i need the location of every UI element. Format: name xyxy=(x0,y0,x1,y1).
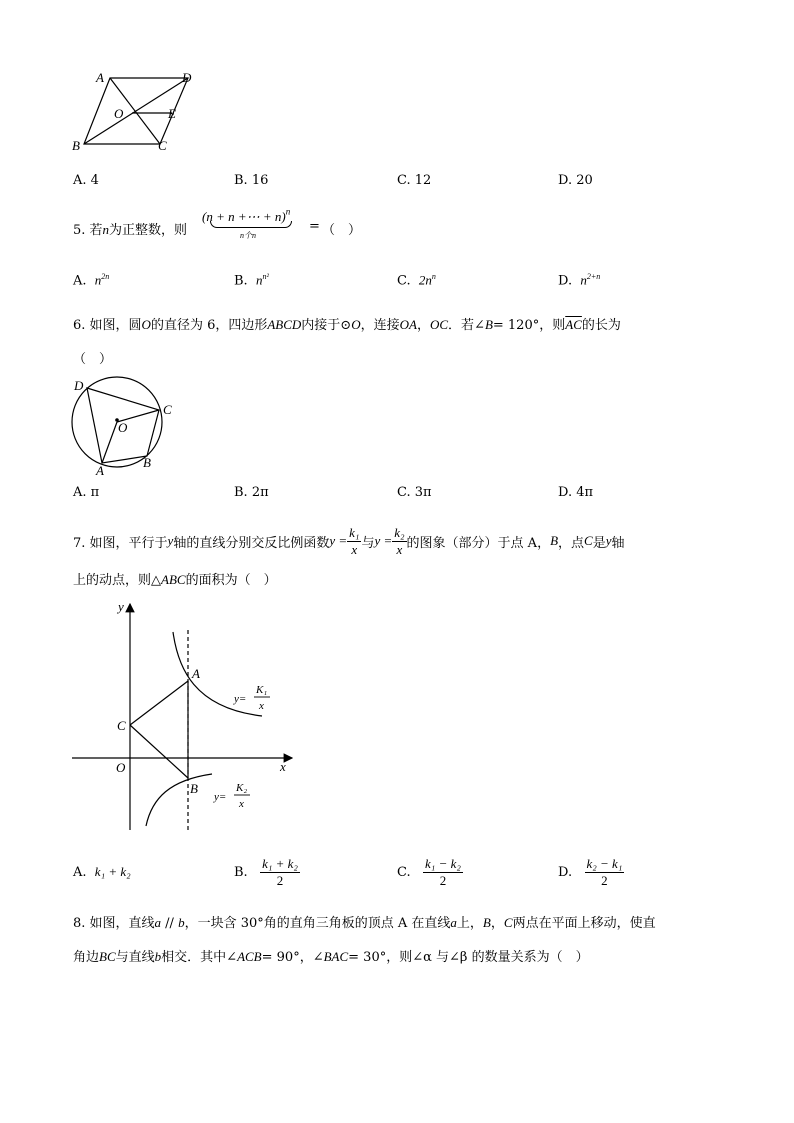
q5-expr-top: (n + n +⋯ + n) xyxy=(202,209,286,224)
fig7-label-B: B xyxy=(190,781,198,796)
q5-option-a[interactable]: A. $n^{2n}$ xyxy=(73,272,110,289)
fig6-label-A: A xyxy=(96,463,104,478)
q6-option-c[interactable]: C. 3π xyxy=(397,485,432,500)
circle-figure xyxy=(66,372,196,478)
q5-paren: （ ） xyxy=(322,223,362,238)
fig6-label-O: O xyxy=(118,420,128,435)
fig7-x-axis: x xyxy=(280,759,286,774)
fig6-label-B: B xyxy=(143,455,151,470)
fig4-label-E: E xyxy=(168,106,176,121)
fig7-label-O: O xyxy=(116,760,126,775)
q5-option-c[interactable]: C. $2n^n$ xyxy=(397,272,436,289)
q7-option-b[interactable]: B. $\frac{\text{k₁ + k₂}}{2}$ xyxy=(234,855,298,888)
q7-frac-1: $\frac{\text{k₁}}{x}$ xyxy=(349,524,360,557)
fig7-curve1-num: K₁ xyxy=(256,684,268,696)
fig7-curve2-num: K₂ xyxy=(236,782,248,794)
fig4-label-C: C xyxy=(158,138,167,153)
q5-option-d[interactable]: D. $n^{2+n}$ xyxy=(558,272,601,289)
q5-var: n xyxy=(102,222,110,237)
fig4-label-B: B xyxy=(72,138,80,153)
q7-frac-2: $\frac{\text{k₂}}{x}$ xyxy=(394,524,405,557)
q5-expression xyxy=(202,206,291,240)
q5-expr-bottom: n个n xyxy=(240,231,256,240)
q4-option-b[interactable]: B. 16 xyxy=(234,173,269,188)
fig7-curve2-lhs: y= xyxy=(214,791,227,803)
fig7-curve2-den: x xyxy=(239,798,244,810)
q7-option-a[interactable]: A. k₁ + k₂ xyxy=(73,864,131,880)
q6-stem-line1: 6. 如图，圆O的直径为 6，四边形ABCD内接于⊙O，连接OA，OC．若∠B= 120°，则$\overline{AC}$的长为 xyxy=(73,317,621,333)
q7-option-d[interactable]: D. $\frac{\text{k₂ − k₁}}{2}$ xyxy=(558,855,623,888)
fig4-label-A: A xyxy=(96,70,104,85)
hyperbola-figure xyxy=(66,598,306,836)
q4-option-a[interactable]: A. 4 xyxy=(73,173,99,188)
q8-stem-line2: 角边BC与直线b相交．其中∠ACB= 90°，∠BAC= 30°，则∠α 与∠β 的数量关系为（ ） xyxy=(73,949,589,965)
fig6-label-D: D xyxy=(74,378,84,393)
q5-mid: 为正整数，则 xyxy=(109,223,188,238)
q7-stem-line2: 上的动点，则△ABC的面积为（ ） xyxy=(73,572,277,588)
fig7-y-axis: y xyxy=(118,599,124,614)
fig7-label-A: A xyxy=(192,666,200,681)
q5-expr-exp: n xyxy=(285,206,291,217)
q4-option-d[interactable]: D. 20 xyxy=(558,173,593,188)
q5-prefix: 5. 若 xyxy=(73,223,103,238)
q5-stem xyxy=(73,219,187,238)
parallelogram-figure xyxy=(66,66,206,156)
q4-option-c[interactable]: C. 12 xyxy=(397,173,432,188)
fig7-curve1-den: x xyxy=(259,700,264,712)
fig6-label-C: C xyxy=(163,402,172,417)
fig7-label-C: C xyxy=(117,718,126,733)
fig4-label-O: O xyxy=(114,106,124,121)
fig7-curve1-lhs: y= xyxy=(234,693,247,705)
q6-paren: （ ） xyxy=(73,352,113,367)
q7-stem-line1: 7. 如图，平行于 y 轴的直线分别交反比例函数 y = $\frac{\text{k₁}}{x}$ 与 y = $\frac{\text{k₂}}{x}$ 的图象（部分）于点 A， B ，点 C 是 y 轴 xyxy=(73,524,625,557)
q6-option-a[interactable]: A. π xyxy=(73,485,100,500)
fig4-label-D: D xyxy=(182,70,192,85)
q5-option-b[interactable]: B. $n^{n^2}$ xyxy=(234,272,269,289)
q8-stem-line1: 8. 如图，直线a // b，一块含 30°角的直角三角板的顶点 A 在直线a上，B，C两点在平面上移动，使直 xyxy=(73,915,656,931)
q6-option-b[interactable]: B. 2π xyxy=(234,485,269,500)
q7-option-c[interactable]: C. $\frac{\text{k₁ − k₂}}{2}$ xyxy=(397,855,461,888)
q6-option-d[interactable]: D. 4π xyxy=(558,485,594,500)
q5-equals: = xyxy=(309,219,320,234)
